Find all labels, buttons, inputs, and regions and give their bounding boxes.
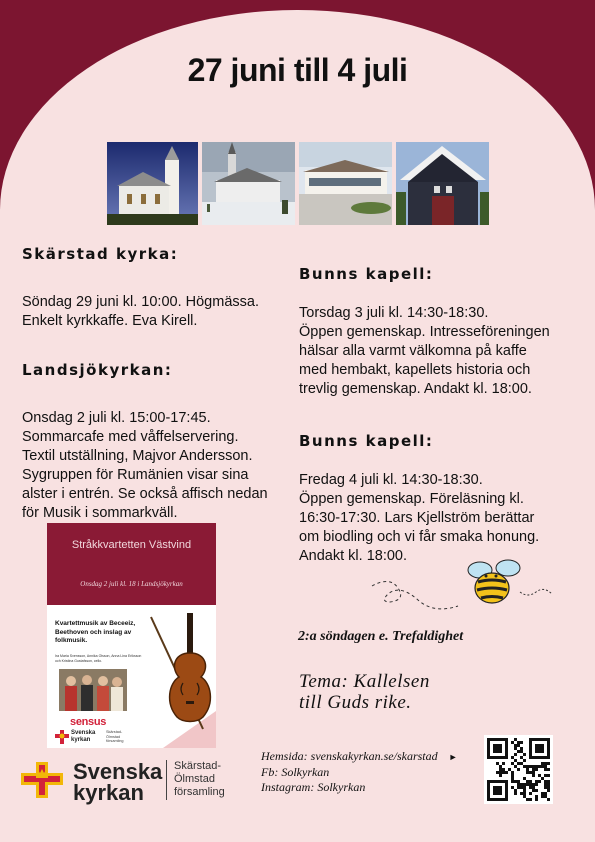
chapel-photo-3 — [299, 142, 392, 225]
bee-flight-path — [370, 578, 460, 618]
logo-text: Svenska kyrkan — [73, 759, 163, 805]
small-church-name: Svenska kyrkan — [71, 730, 96, 743]
sunday-label: 2:a söndagen e. Trefaldighet — [298, 629, 464, 644]
bunns-2-text: Fredag 4 juli kl. 14:30-18:30. Öppen gemenskap. Föreläsning kl. 16:30-17:30. Lars Kjellström berättar om biodling och vi får smaka honung. Andakt kl. 18:00. — [299, 472, 540, 564]
landsjo-text: Onsdag 2 juli kl. 15:00-17:45. Sommarcafe med våffelservering. Textil utställning, Majvor Andersson. Sygruppen för Rumänien visar sina alster i entrén. Se också affisch nedan för Musik i sommarkväll. — [22, 410, 268, 521]
theme: Tema: Kallelsen till Guds rike. — [299, 671, 430, 713]
heading-bunns-1: Bunns kapell: — [299, 265, 434, 283]
skarstad-text: Söndag 29 juni kl. 10:00. Högmässa. Enkelt kyrkkaffe. Eva Kirell. — [22, 294, 259, 329]
church-photo-2 — [202, 142, 295, 225]
church-photo-1 — [107, 142, 198, 225]
violin-image — [143, 611, 216, 748]
concert-title: Stråkkvartetten Västvind — [71, 539, 192, 551]
instagram-link[interactable]: Instagram: Solkyrkan — [261, 780, 366, 794]
small-cross-logo-icon — [55, 730, 69, 744]
musicians-photo — [59, 669, 127, 711]
concert-description: Kvartettmusik av Beceeiz, Beethoven och inslag av folkmusik. — [55, 620, 136, 644]
page-title: 27 juni till 4 juli — [187, 52, 408, 88]
heading-skarstad: Skärstad kyrka: — [22, 245, 179, 263]
small-parish-name: Skärstad-Ölmstad församling — [106, 730, 124, 743]
heading-landsjo: Landsjökyrkan: — [22, 361, 173, 379]
sensus-logo: sensus — [70, 716, 107, 728]
concert-subtitle: Onsdag 2 juli kl. 18 i Landsjökyrkan — [80, 580, 183, 588]
svenska-kyrkan-cross-icon — [21, 762, 63, 798]
concert-poster — [47, 523, 216, 748]
logo-divider — [166, 760, 167, 800]
concert-banner — [47, 523, 216, 605]
heading-bunns-2: Bunns kapell: — [299, 432, 434, 450]
facebook-link[interactable]: Fb: Solkyrkan — [261, 765, 330, 779]
logo-parish: Skärstad- Ölmstad församling — [174, 760, 225, 798]
arrow-right-icon: ► — [448, 752, 458, 762]
bunns-1-text: Torsdag 3 juli kl. 14:30-18:30. Öppen gemenskap. Intresseföreningen hälsar alla varmt välkomna på kaffe med hembakt, kapellets historia och trevlig gemenskap. Andakt kl. 18:00. — [299, 305, 550, 397]
chapel-photo-4 — [396, 142, 489, 225]
contact-links — [261, 749, 458, 795]
homepage-link[interactable]: Hemsida: svenskakyrkan.se/skarstad — [261, 749, 438, 763]
qr-code[interactable] — [484, 735, 553, 804]
concert-fine-print: Ira Maria Svensson, Annika Olsson, Anna Lina Eriksson och Kristina Gustafsson, cello. — [55, 654, 142, 663]
bee-icon — [458, 558, 554, 618]
